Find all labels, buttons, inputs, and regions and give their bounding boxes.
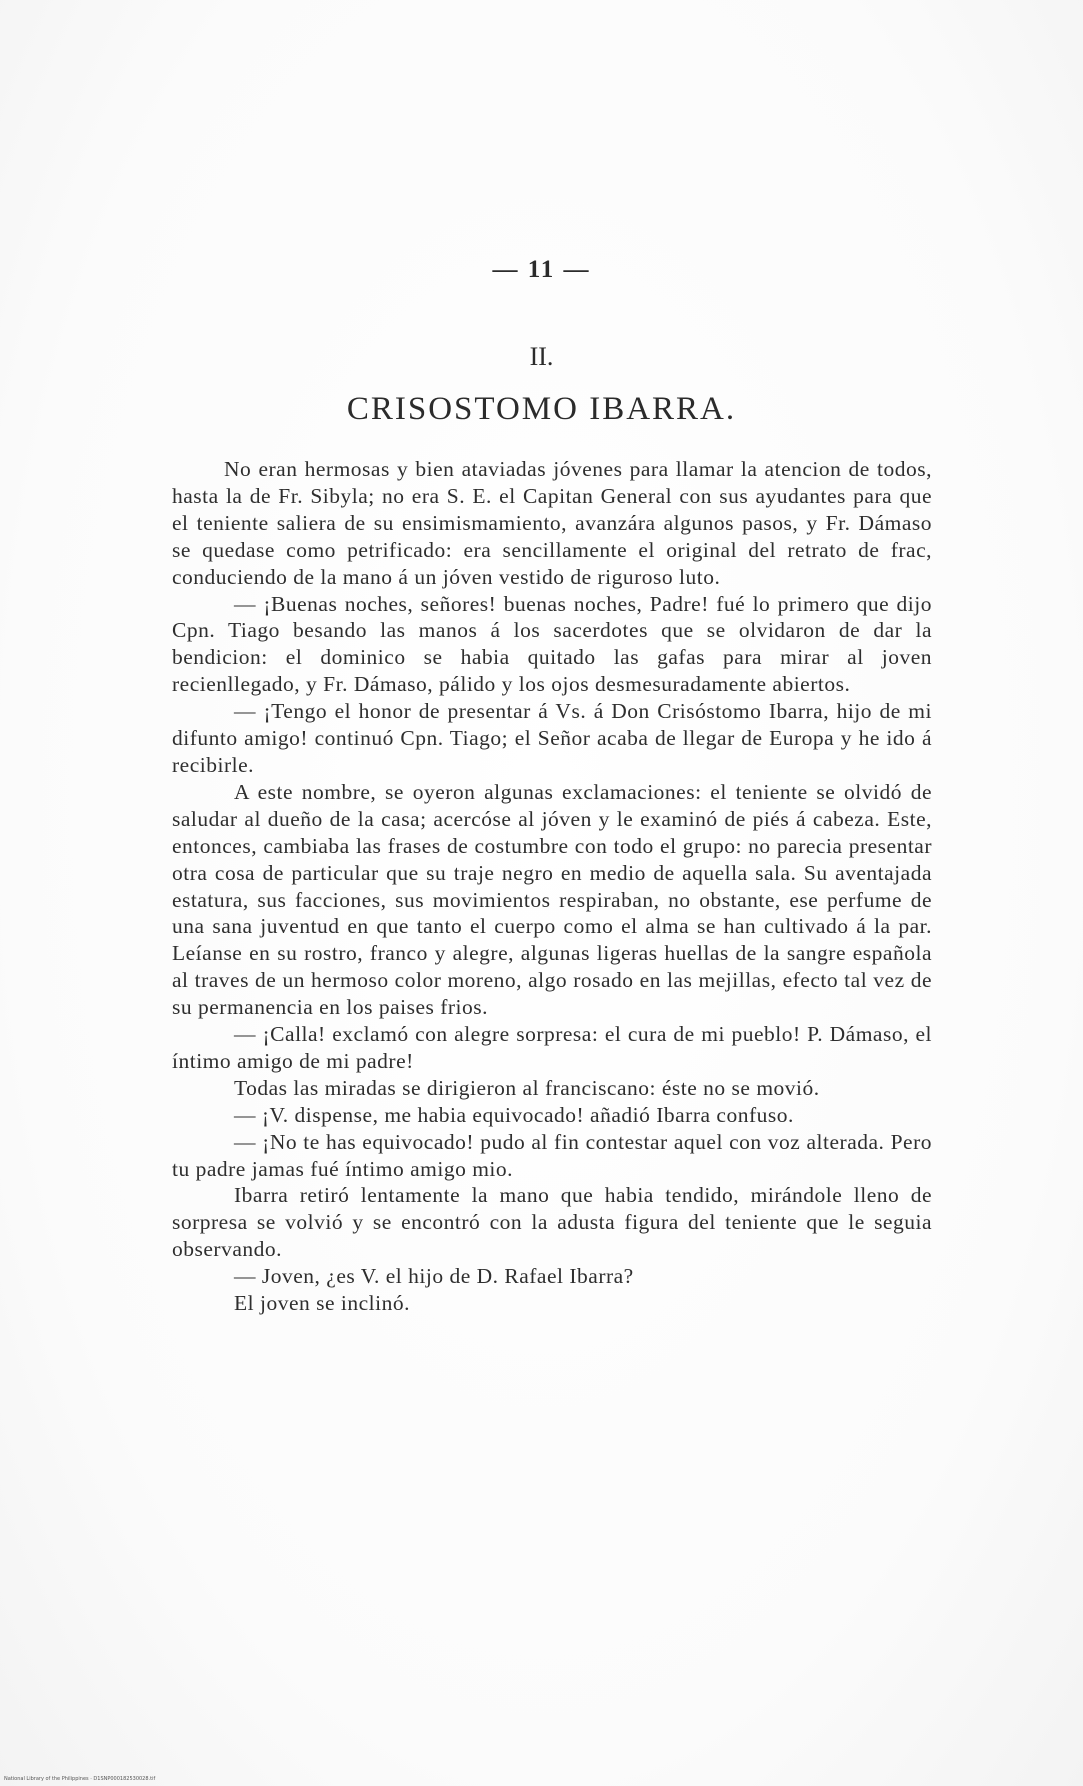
paragraph: Todas las miradas se dirigieron al franciscano: éste no se movió.: [234, 1075, 820, 1100]
paragraph: — ¡V. dispense, me habia equivocado! añadió Ibarra confuso.: [234, 1102, 794, 1127]
chapter-title: CRISOSTOMO IBARRA.: [346, 391, 737, 427]
paragraph: — Joven, ¿es V. el hijo de D. Rafael Ibarra?: [234, 1264, 634, 1289]
paragraph: No eran hermosas y bien ataviadas jóvenes para llamar la atencion de todos, hasta la de Fr. Sibyla; no era S. E. el Capitan General con sus ayudantes para que el teniente saliera de su ensimismamiento, avanzára algunos pasos, y Fr. Dámaso se quedase como petrificado: era sencillamente el original del retrato de frac, conduciendo de la mano á un jóven vestido de riguroso luto.: [172, 457, 932, 589]
paragraph: — ¡Buenas noches, señores! buenas noches, Padre! fué lo primero que dijo Cpn. Tiago besando las manos á los sacerdotes que se olvidaron de dar la bendicion: el dominico se habia quitado las gafas para mirar al joven recienllegado, y Fr. Dámaso, pálido y los ojos desmesuradamente abiertos.: [172, 591, 932, 697]
body-text: [172, 456, 932, 1317]
chapter-numeral: II.: [529, 342, 554, 371]
paragraph: — ¡No te has equivocado! pudo al fin contestar aquel con voz alterada. Pero tu padre jamas fué íntimo amigo mio.: [172, 1129, 932, 1181]
paragraph: A este nombre, se oyeron algunas exclamaciones: el teniente se olvidó de saludar al dueño de la casa; acercóse al jóven y le examinó de piés á cabeza. Este, entonces, cambiaba las frases de costumbre con todo el grupo: no parecia presentar otra cosa de particular que su traje negro en medio de aquella sala. Su aventajada estatura, sus facciones, sus movimientos respiraban, no obstante, ese perfume de una sana juventud en que tanto el cuerpo como el alma se han cultivado á la par. Leíanse en su rostro, franco y alegre, algunas ligeras huellas de la sangre española al traves de un hermoso color moreno, algo rosado en las mejillas, efecto tal vez de su permanencia en los paises frios.: [172, 779, 932, 1020]
page-number: — 11 —: [492, 256, 591, 283]
paragraph: Ibarra retiró lentamente la mano que habia tendido, mirándole lleno de sorpresa se volvió y se encontró con la adusta figura del teniente que le seguia observando.: [172, 1183, 932, 1262]
paragraph: — ¡Calla! exclamó con alegre sorpresa: el cura de mi pueblo! P. Dámaso, el íntimo amigo de mi padre!: [172, 1022, 932, 1073]
scan-credit: National Library of the Philippines · D1SNP000182530028.tif: [4, 1776, 156, 1782]
paragraph: El joven se inclinó.: [234, 1291, 410, 1316]
paragraph: — ¡Tengo el honor de presentar á Vs. á Don Crisóstomo Ibarra, hijo de mi difunto amigo! continuó Cpn. Tiago; el Señor acaba de llegar de Europa y he ido á recibirle.: [172, 699, 932, 777]
